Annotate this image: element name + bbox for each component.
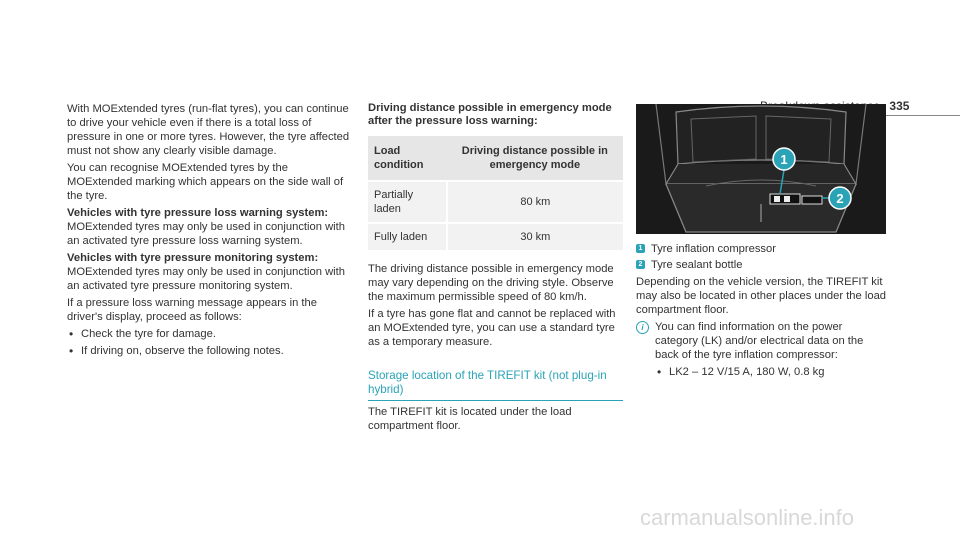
cell-load: Fully laden: [368, 223, 447, 250]
page-number: 335: [889, 99, 910, 113]
legend-number: 1: [636, 244, 645, 253]
message-paragraph: If a pressure loss warning message appears in the driver's display, proceed as follows:: [67, 297, 317, 323]
column-middle: [368, 102, 623, 436]
watermark: carmanualsonline.info: [640, 505, 855, 530]
list-item: • If driving on, observe the following notes.: [67, 344, 350, 358]
distance-table: [368, 136, 623, 250]
spec-list: [655, 365, 886, 379]
emergency-paragraph: The driving distance possible in emergency mode may vary depending on the driving style. Observe the maximum permissible speed of 80 km/h.: [368, 263, 614, 303]
standard-tyre-paragraph: If a tyre has gone flat and cannot be replaced with an MOExtended tyre, you can use a standard tyre as a temporary measure.: [368, 308, 616, 348]
legend-text: Tyre sealant bottle: [651, 259, 743, 271]
action-list: [67, 327, 350, 358]
note-text: You can find information on the power category (LK) and/or electrical data on the back of the tyre inflation compressor:: [655, 321, 864, 361]
intro-paragraph: With MOExtended tyres (run-flat tyres), you can continue to drive your vehicle even if there is a total loss of pressure in one or more tyres. However, the tyre affected must not show any clearly visible damage.: [67, 103, 350, 157]
cell-load: Partially laden: [368, 181, 447, 223]
warning-paragraph: MOExtended tyres may only be used in conjunction with an activated tyre pressure loss warning system.: [67, 221, 345, 247]
info-note: [636, 320, 886, 382]
trunk-illustration: [636, 104, 886, 234]
legend-number: 2: [636, 260, 645, 269]
section-heading: Storage location of the TIREFIT kit (not plug-in hybrid): [368, 369, 623, 401]
column-left: [67, 102, 350, 361]
monitor-paragraph: MOExtended tyres may only be used in conjunction with an activated tyre pressure monitoring system.: [67, 266, 345, 292]
table-title: Driving distance possible in emergency mode after the pressure loss warning:: [368, 102, 612, 127]
legend-item: [636, 242, 886, 256]
column-right: [636, 102, 886, 382]
table-row: [368, 181, 623, 223]
info-icon: i: [636, 321, 649, 334]
warning-heading: Vehicles with tyre pressure loss warning system:: [67, 207, 329, 219]
location-paragraph: The TIREFIT kit is located under the load compartment floor.: [368, 406, 572, 432]
legend-item: [636, 258, 886, 272]
cell-distance: 80 km: [447, 181, 623, 223]
callout-2-label: 2: [836, 191, 844, 206]
list-item: • Check the tyre for damage.: [67, 327, 350, 341]
callout-1-label: 1: [780, 152, 788, 167]
table-header-row: [368, 136, 623, 181]
figure-legend: [636, 242, 886, 272]
location-variation-paragraph: Depending on the vehicle version, the TIREFIT kit may also be located in other places under the load compartment floor.: [636, 276, 887, 316]
list-item: • LK2 – 12 V/15 A, 180 W, 0.8 kg: [655, 365, 886, 379]
header-driving-distance: Driving distance possible in emergency mode: [447, 136, 623, 181]
legend-text: Tyre inflation compressor: [651, 243, 776, 255]
header-load-condition: Load condition: [368, 136, 447, 181]
cell-distance: 30 km: [447, 223, 623, 250]
table-row: [368, 223, 623, 250]
monitor-heading: Vehicles with tyre pressure monitoring system:: [67, 252, 319, 264]
recognise-paragraph: You can recognise MOExtended tyres by the MOExtended marking which appears on the side wall of the tyre.: [67, 162, 344, 202]
trunk-drawing: [636, 104, 886, 234]
